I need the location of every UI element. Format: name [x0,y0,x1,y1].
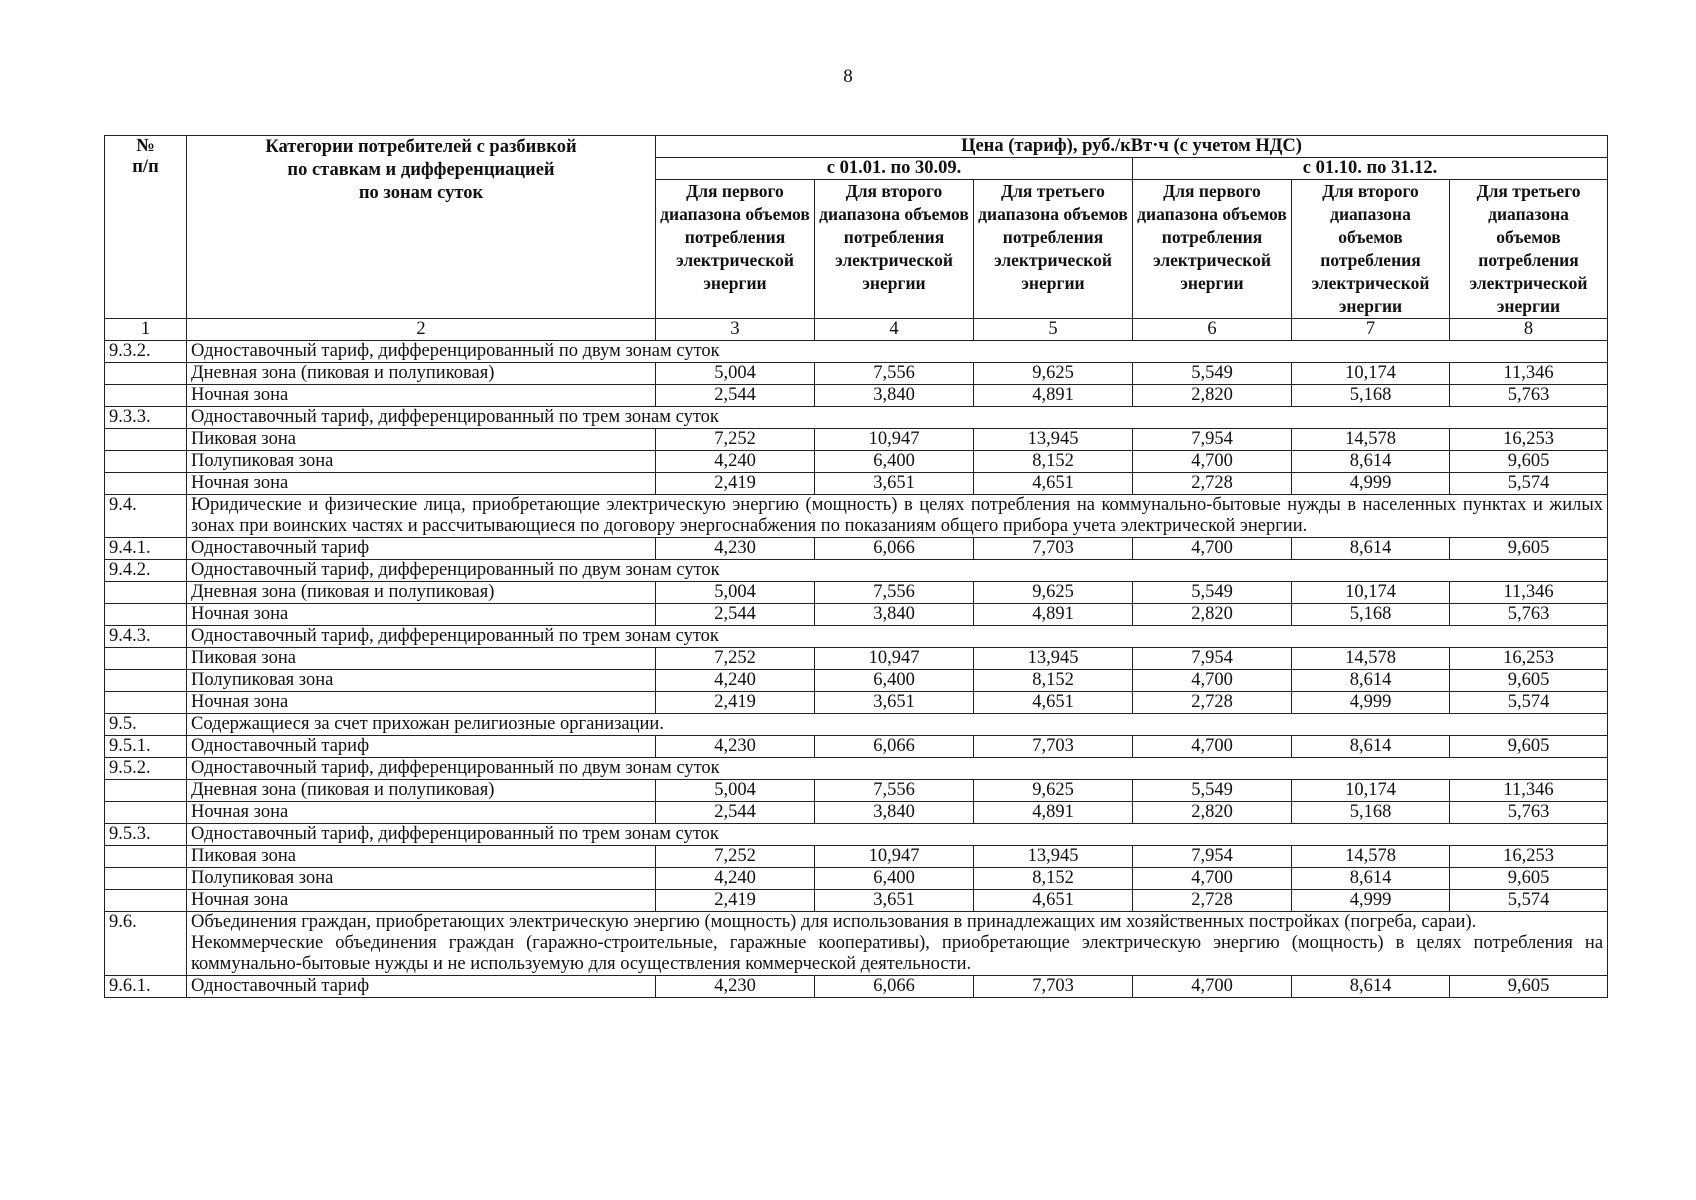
column-number: 2 [187,319,656,341]
row-label: Полупиковая зона [187,451,656,473]
table-row [105,824,1608,846]
table-row [105,868,1608,890]
price-cell: 3,840 [815,604,974,626]
price-cell: 8,614 [1292,538,1450,560]
price-cell: 9,605 [1450,670,1608,692]
price-cell: 5,574 [1450,473,1608,495]
table-row [105,604,1608,626]
table-row [105,626,1608,648]
price-cell: 8,152 [974,451,1133,473]
price-cell: 5,763 [1450,604,1608,626]
price-cell: 7,703 [974,736,1133,758]
price-cell: 7,252 [656,846,815,868]
column-number: 6 [1133,319,1292,341]
column-number: 1 [105,319,187,341]
price-cell: 5,574 [1450,890,1608,912]
price-cell: 5,574 [1450,692,1608,714]
price-cell: 4,999 [1292,890,1450,912]
row-code [105,868,187,890]
table-row [105,780,1608,802]
table-row [105,912,1608,976]
header-range-3: Для третьего диапазона объемов потребления электрической энергии [1450,180,1608,319]
row-code: 9.5.2. [105,758,187,780]
price-cell: 2,544 [656,385,815,407]
tariff-table [104,135,1608,998]
price-cell: 10,947 [815,648,974,670]
price-cell: 3,651 [815,692,974,714]
table-row [105,692,1608,714]
row-code [105,846,187,868]
price-cell: 9,605 [1450,451,1608,473]
price-cell: 9,625 [974,363,1133,385]
price-cell: 5,004 [656,780,815,802]
price-cell: 2,728 [1133,692,1292,714]
row-code [105,692,187,714]
price-cell: 4,651 [974,692,1133,714]
row-label: Пиковая зона [187,846,656,868]
row-code [105,582,187,604]
table-body [105,341,1608,998]
price-cell: 13,945 [974,846,1133,868]
price-cell: 4,230 [656,976,815,998]
price-cell: 5,763 [1450,802,1608,824]
price-cell: 5,004 [656,582,815,604]
table-row [105,736,1608,758]
price-cell: 2,419 [656,692,815,714]
row-label: Одноставочный тариф, дифференцированный по двум зонам суток [187,560,1608,582]
row-code: 9.4.2. [105,560,187,582]
row-label: Ночная зона [187,890,656,912]
table-row [105,582,1608,604]
price-cell: 9,605 [1450,736,1608,758]
price-cell: 8,614 [1292,736,1450,758]
price-cell: 5,168 [1292,802,1450,824]
price-cell: 14,578 [1292,429,1450,451]
price-cell: 8,152 [974,868,1133,890]
price-cell: 4,651 [974,890,1133,912]
price-cell: 2,820 [1133,604,1292,626]
price-cell: 7,252 [656,429,815,451]
price-cell: 5,168 [1292,385,1450,407]
row-code [105,363,187,385]
price-cell: 10,174 [1292,780,1450,802]
price-cell: 4,700 [1133,736,1292,758]
row-label: Одноставочный тариф, дифференцированный по трем зонам суток [187,407,1608,429]
row-code: 9.4.1. [105,538,187,560]
table-row [105,407,1608,429]
header-range-2: Для второго диапазона объемов потребления электрической энергии [815,180,974,319]
price-cell: 10,947 [815,429,974,451]
price-cell: 4,230 [656,736,815,758]
price-cell: 7,703 [974,976,1133,998]
price-cell: 13,945 [974,648,1133,670]
row-code: 9.5. [105,714,187,736]
price-cell: 4,891 [974,385,1133,407]
price-cell: 5,549 [1133,582,1292,604]
price-cell: 4,230 [656,538,815,560]
table-row [105,473,1608,495]
table-row [105,758,1608,780]
price-cell: 4,240 [656,670,815,692]
price-cell: 10,174 [1292,363,1450,385]
price-cell: 7,556 [815,582,974,604]
table-row [105,802,1608,824]
row-code [105,604,187,626]
price-cell: 9,625 [974,780,1133,802]
row-code [105,648,187,670]
row-label: Юридические и физические лица, приобретающие электрическую энергию (мощность) в целях потребления на коммунально-бытовые нужды в населенных пунктах и жилых зонах при воинских частях и рассчитывающиеся по договору энергоснабжения по показаниям общего прибора учета электрической энергии. [187,495,1608,538]
row-code [105,451,187,473]
price-cell: 9,625 [974,582,1133,604]
price-cell: 4,651 [974,473,1133,495]
table-row [105,451,1608,473]
price-cell: 7,703 [974,538,1133,560]
price-cell: 5,004 [656,363,815,385]
price-cell: 6,066 [815,976,974,998]
row-code: 9.4. [105,495,187,538]
row-code [105,780,187,802]
price-cell: 14,578 [1292,648,1450,670]
price-cell: 11,346 [1450,582,1608,604]
price-cell: 2,419 [656,890,815,912]
price-cell: 7,252 [656,648,815,670]
table-row [105,385,1608,407]
table-row [105,495,1608,538]
column-number: 5 [974,319,1133,341]
price-cell: 4,700 [1133,451,1292,473]
header-range-3: Для третьего диапазона объемов потребления электрической энергии [974,180,1133,319]
price-cell: 7,954 [1133,429,1292,451]
price-cell: 11,346 [1450,363,1608,385]
price-cell: 6,066 [815,736,974,758]
price-cell: 3,651 [815,890,974,912]
price-cell: 6,400 [815,451,974,473]
row-code: 9.3.3. [105,407,187,429]
price-cell: 13,945 [974,429,1133,451]
row-label: Ночная зона [187,802,656,824]
price-cell: 2,728 [1133,890,1292,912]
price-cell: 2,544 [656,604,815,626]
row-label: Одноставочный тариф [187,736,656,758]
row-label: Одноставочный тариф, дифференцированный по трем зонам суток [187,626,1608,648]
price-cell: 9,605 [1450,868,1608,890]
row-label: Дневная зона (пиковая и полупиковая) [187,582,656,604]
price-cell: 4,700 [1133,670,1292,692]
row-label: Ночная зона [187,692,656,714]
table-row [105,648,1608,670]
price-cell: 6,066 [815,538,974,560]
row-label: Одноставочный тариф, дифференцированный по двум зонам суток [187,341,1608,363]
price-cell: 7,556 [815,780,974,802]
row-code [105,890,187,912]
column-number: 8 [1450,319,1608,341]
header-range-1: Для первого диапазона объемов потребления электрической энергии [656,180,815,319]
table-row [105,538,1608,560]
row-code [105,385,187,407]
table-row [105,976,1608,998]
price-cell: 3,651 [815,473,974,495]
row-label: Пиковая зона [187,429,656,451]
header-period-1: с 01.01. по 30.09. [656,158,1133,180]
header-range-1: Для первого диапазона объемов потребления электрической энергии [1133,180,1292,319]
row-label: Дневная зона (пиковая и полупиковая) [187,363,656,385]
header-price: Цена (тариф), руб./кВт·ч (с учетом НДС) [656,136,1608,158]
table-row [105,560,1608,582]
row-code [105,473,187,495]
price-cell: 2,419 [656,473,815,495]
row-code: 9.4.3. [105,626,187,648]
column-number: 4 [815,319,974,341]
price-cell: 4,999 [1292,692,1450,714]
price-cell: 7,954 [1133,846,1292,868]
column-number: 7 [1292,319,1450,341]
row-label: Ночная зона [187,604,656,626]
price-cell: 2,820 [1133,385,1292,407]
price-cell: 11,346 [1450,780,1608,802]
price-cell: 7,556 [815,363,974,385]
column-numbers-row [105,319,1608,341]
price-cell: 8,614 [1292,670,1450,692]
row-label: Одноставочный тариф, дифференцированный по двум зонам суток [187,758,1608,780]
price-cell: 3,840 [815,802,974,824]
price-cell: 5,549 [1133,363,1292,385]
row-label: Полупиковая зона [187,670,656,692]
header-range-2: Для второго диапазона объемов потребления электрической энергии [1292,180,1450,319]
price-cell: 6,400 [815,670,974,692]
header-period-2: с 01.10. по 31.12. [1133,158,1608,180]
row-code [105,802,187,824]
row-label: Ночная зона [187,385,656,407]
row-label: Одноставочный тариф [187,976,656,998]
price-cell: 10,947 [815,846,974,868]
header-num: № п/п [105,136,187,319]
price-cell: 8,614 [1292,451,1450,473]
price-cell: 4,240 [656,868,815,890]
price-cell: 4,700 [1133,538,1292,560]
row-code: 9.5.3. [105,824,187,846]
price-cell: 9,605 [1450,538,1608,560]
table-row [105,846,1608,868]
row-code: 9.3.2. [105,341,187,363]
price-cell: 2,728 [1133,473,1292,495]
price-cell: 4,700 [1133,868,1292,890]
row-label: Одноставочный тариф, дифференцированный по трем зонам суток [187,824,1608,846]
row-code: 9.6.1. [105,976,187,998]
row-code: 9.5.1. [105,736,187,758]
price-cell: 9,605 [1450,976,1608,998]
price-cell: 6,400 [815,868,974,890]
table-header [105,136,1608,341]
row-label: Одноставочный тариф [187,538,656,560]
price-cell: 5,168 [1292,604,1450,626]
page-number: 8 [843,66,853,87]
price-cell: 3,840 [815,385,974,407]
table-row [105,341,1608,363]
row-label: Ночная зона [187,473,656,495]
row-label: Пиковая зона [187,648,656,670]
column-number: 3 [656,319,815,341]
price-cell: 4,891 [974,604,1133,626]
price-cell: 8,152 [974,670,1133,692]
price-cell: 4,700 [1133,976,1292,998]
row-code [105,670,187,692]
header-category: Категории потребителей с разбивкой по ставкам и дифференциацией по зонам суток [187,136,656,319]
row-code: 9.6. [105,912,187,976]
row-label: Полупиковая зона [187,868,656,890]
price-cell: 4,240 [656,451,815,473]
row-code [105,429,187,451]
row-label: Объединения граждан, приобретающих электрическую энергию (мощность) для использования в принадлежащих им хозяйственных постройках (погреба, сараи). Некоммерческие объединения граждан (гаражно-строительные, гаражные кооперативы), приобретающие электрическую энергию (мощность) в целях потребления на коммунально-бытовые нужды и не используемую для осуществления коммерческой деятельности. [187,912,1608,976]
table-row [105,890,1608,912]
row-label: Содержащиеся за счет прихожан религиозные организации. [187,714,1608,736]
row-label: Дневная зона (пиковая и полупиковая) [187,780,656,802]
price-cell: 7,954 [1133,648,1292,670]
price-cell: 10,174 [1292,582,1450,604]
price-cell: 4,999 [1292,473,1450,495]
price-cell: 5,763 [1450,385,1608,407]
table-row [105,670,1608,692]
price-cell: 8,614 [1292,868,1450,890]
price-cell: 16,253 [1450,846,1608,868]
price-cell: 2,820 [1133,802,1292,824]
price-cell: 14,578 [1292,846,1450,868]
table-row [105,714,1608,736]
price-cell: 16,253 [1450,648,1608,670]
price-cell: 4,891 [974,802,1133,824]
table-row [105,363,1608,385]
price-cell: 5,549 [1133,780,1292,802]
price-cell: 8,614 [1292,976,1450,998]
table-row [105,429,1608,451]
price-cell: 16,253 [1450,429,1608,451]
price-cell: 2,544 [656,802,815,824]
